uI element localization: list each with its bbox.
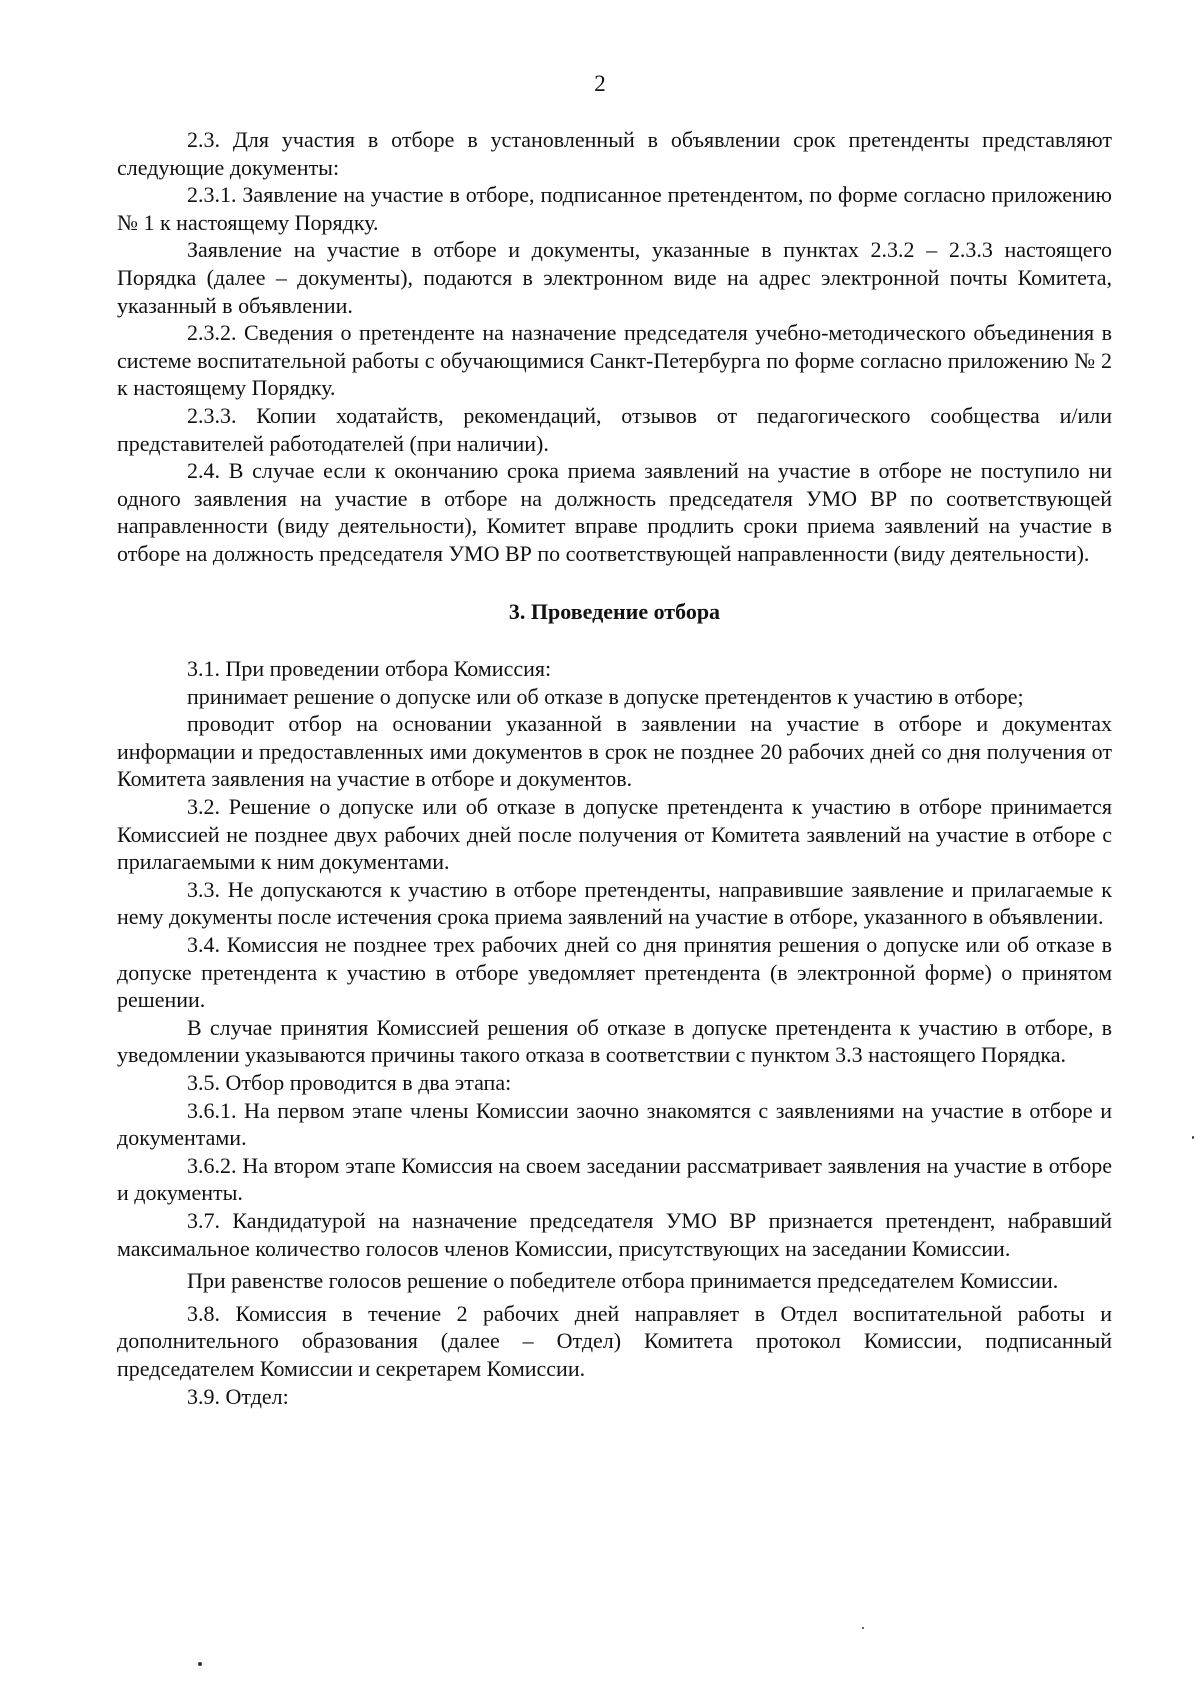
scan-speck [862,1627,864,1629]
paragraph-2-3-1: 2.3.1. Заявление на участие в отборе, подписанное претендентом, по форме согласно приложению № 1 к настоящему Порядку. [117,182,1112,235]
paragraph-3-9: 3.9. Отдел: [187,1383,289,1409]
paragraph-3-5: 3.5. Отбор проводится в два этапа: [187,1070,512,1095]
scan-speck [198,1662,202,1666]
paragraph-2-4: 2.4. В случае если к окончанию срока приема заявлений на участие в отборе не поступило ни одного заявления на участие в отборе на должность председателя УМО ВР по соответствующей направленности (виду деятельности), Комитет вправе продлить сроки приема заявлений на участие в отборе на должность председателя УМО ВР по соответствующей направленности (виду деятельности). [117,458,1112,566]
paragraph-3-1: 3.1. При проведении отбора Комиссия: [187,656,552,682]
document-body [117,126,1112,1410]
scan-speck [1192,1136,1194,1139]
paragraph-tie-vote: При равенстве голосов решение о победителе отбора принимается председателем Комиссии. [187,1268,1059,1294]
section-heading: 3. Проведение отбора [508,598,721,624]
paragraph-3-8: 3.8. Комиссия в течение 2 рабочих дней направляет в Отдел воспитательной работы и дополнительного образования (далее – Отдел) Комитета протокол Комиссии, подписанный председателем Комиссии и секретарем Комиссии. [117,1300,1112,1381]
paragraph-3-4: 3.4. Комиссия не позднее трех рабочих дней со дня принятия решения о допуске или об отказе в допуске претендента к участию в отборе уведомляет претендента (в электронной форме) о принятом решении. [117,932,1112,1013]
paragraph-3-2: 3.2. Решение о допуске или об отказе в допуске претендента к участию в отборе принимается Комиссией не позднее двух рабочих дней после получения от Комитета заявлений на участие в отборе с прилагаемыми к ним документами. [117,794,1112,875]
paragraph-3-1-decision: принимает решение о допуске или об отказе в допуске претендентов к участию в отборе; [187,683,1024,709]
paragraph-3-3: 3.3. Не допускаются к участию в отборе претенденты, направившие заявление и прилагаемые к нему документы после истечения срока приема заявлений на участие в отборе, указанного в объявлении. [117,876,1112,930]
paragraph-refusal-notice: В случае принятия Комиссией решения об отказе в допуске претендента к участию в отборе, в уведомлении указываются причины такого отказа в соответствии с пунктом 3.3 настоящего Порядка. [117,1014,1112,1068]
paragraph-2-3-3: 2.3.3. Копии ходатайств, рекомендаций, отзывов от педагогического сообщества и/или представителей работодателей (при наличии). [117,402,1112,456]
paragraph-2-3-2: 2.3.2. Сведения о претенденте на назначение председателя учебно-методического объединения в системе воспитательной работы с обучающимися Санкт-Петербурга по форме согласно приложению № 2 к настоящему Порядку. [117,320,1112,401]
paragraph-3-1-selection: проводит отбор на основании указанной в заявлении на участие в отборе и документах информации и предоставленных ими документов в срок не позднее 20 рабочих дней со дня получения от Комитета заявления на участие в отборе и документов. [117,711,1112,792]
paragraph-3-7: 3.7. Кандидатурой на назначение председателя УМО ВР признается претендент, набравший максимальное количество голосов членов Комиссии, присутствующих на заседании Комиссии. [117,1207,1112,1261]
paragraph-2-3: 2.3. Для участия в отборе в установленный в объявлении срок претенденты представляют следующие документы: [117,127,1112,180]
paragraph-3-6-1: 3.6.1. На первом этапе члены Комиссии заочно знакомятся с заявлениями на участие в отборе и документами. [117,1097,1112,1151]
paragraph-application-submission: Заявление на участие в отборе и документы, указанные в пунктах 2.3.2 – 2.3.3 настоящего Порядка (далее – документы), подаются в электронном виде на адрес электронной почты Комитета, указанный в объявлении. [117,237,1112,318]
paragraph-3-6-2: 3.6.2. На втором этапе Комиссия на своем заседании рассматривает заявления на участие в отборе и документы. [117,1152,1112,1206]
page-number: 2 [594,71,606,96]
